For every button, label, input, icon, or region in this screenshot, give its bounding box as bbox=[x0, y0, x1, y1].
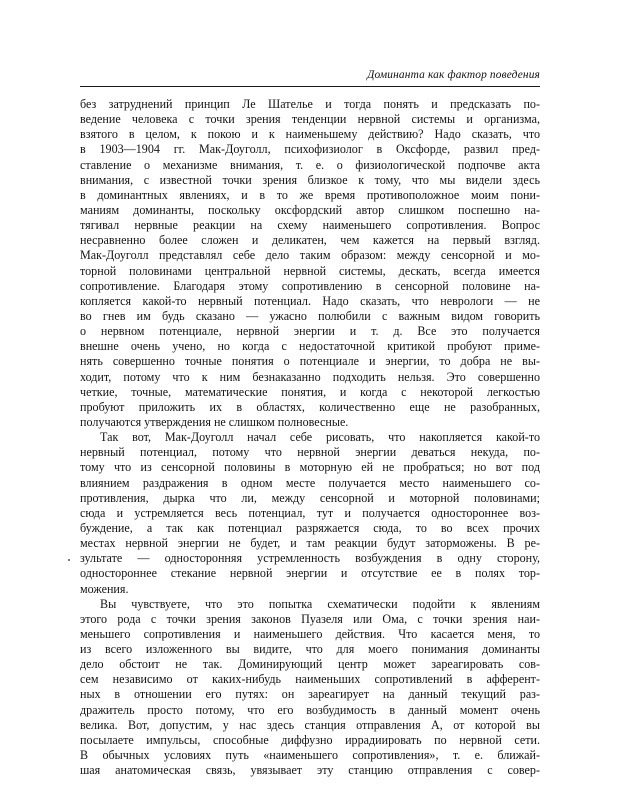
text-line: ставление о механизме внимания, т. е. о физиологической подпочве акта bbox=[80, 157, 540, 172]
text-line: одностороннее стекание нервной энергии и отсутствие ее в полях тор- bbox=[80, 566, 540, 581]
text-line: велика. Вот, допустим, у нас здесь станция отправления A, от которой вы bbox=[80, 717, 540, 732]
text-line: из всего изложенного вы видите, что для моего понимания доминанты bbox=[80, 642, 540, 657]
text-line: четкие, точные, математические понятия, и когда с некоторой легкостью bbox=[80, 384, 540, 399]
header-rule bbox=[80, 86, 540, 87]
text-line: Вы чувствуете, что это попытка схематически подойти к явлениям bbox=[100, 596, 540, 611]
text-line: влиянием раздражения в одном месте получается место наименьшего со- bbox=[80, 475, 540, 490]
text-line: сопротивление. Благодаря этому сопротивлению в сенсорной половине на- bbox=[80, 278, 540, 293]
text-line: местах нервной энергии не будет, и там реакции будут заторможены. В ре- bbox=[80, 536, 540, 551]
text-line: ведение человека с точки зрения тенденции нервной системы и организма, bbox=[80, 112, 540, 127]
text-line: В обычных условиях путь «наименьшего сопротивления», т. е. ближай- bbox=[80, 748, 540, 763]
text-line: дело обстоит не так. Доминирующий центр может зареагировать сов- bbox=[80, 657, 540, 672]
text-line: Мак-Доуголл представлял себе дело таким образом: между сенсорной и мо- bbox=[80, 248, 540, 263]
text-line: тому что из сенсорной половины в моторную ей не пробраться; но вот под bbox=[80, 460, 540, 475]
text-line: нервный потенциал, потому что нервной энергии деваться некуда, по- bbox=[80, 445, 540, 460]
text-line: посылаете импульсы, способные диффузно иррадиировать по нервной сети. bbox=[80, 732, 540, 747]
text-line: во гнев им будь сказано — ужасно полюбили с важным видом говорить bbox=[80, 308, 540, 323]
text-line: шая анатомическая связь, увязывает эту станцию отправления с совер- bbox=[80, 763, 540, 778]
text-line: маниям доминанты, поскольку оксфордский автор слишком поспешно на- bbox=[80, 202, 540, 217]
running-header: Доминанта как фактор поведения bbox=[367, 69, 540, 81]
text-line: сюда и устремляется весь потенциал, тут и получается одностороннее воз- bbox=[80, 505, 540, 520]
text-line: копляется какой-то нервный потенциал. Надо сказать, что неврологи — не bbox=[80, 293, 540, 308]
text-line: этого рода с точки зрения законов Пуазеля или Ома, с точки зрения наи- bbox=[80, 611, 540, 626]
margin-mark bbox=[68, 559, 70, 561]
text-line: внимания, с известной точки зрения близкое к тому, что мы видели здесь bbox=[80, 172, 540, 187]
text-line: меньшего сопротивления и наименьшего действия. Что касается меня, то bbox=[80, 626, 540, 641]
text-line: ходит, потому что к ним безнаказанно подходить нельзя. Это совершенно bbox=[80, 369, 540, 384]
text-line: можения. bbox=[80, 581, 129, 596]
text-line: в 1903—1904 гг. Мак-Доуголл, психофизиолог в Оксфорде, развил пред- bbox=[80, 142, 540, 157]
text-line: ных в отношении его путях: он зареагирует на данный текущий раз- bbox=[80, 687, 540, 702]
body-text bbox=[80, 97, 540, 778]
text-line: тягивал нервные реакции на схему наименьшего сопротивления. Вопрос bbox=[80, 218, 540, 233]
text-line: получаются утверждения не слишком полновесные. bbox=[80, 414, 349, 429]
text-line: дражитель просто потому, что его возбудимость в данный момент очень bbox=[80, 702, 540, 717]
text-line: без затруднений принцип Ле Шателье и тогда понять и предсказать по- bbox=[80, 97, 540, 111]
text-line: противления, дырка что ли, между сенсорной и моторной половинами; bbox=[80, 490, 540, 505]
text-line: нять совершенно точные понятия о потенциале и энергии, то добра не вы- bbox=[80, 354, 540, 369]
text-line: взятого в целом, к покою и к наименьшему действию? Надо сказать, что bbox=[80, 127, 540, 142]
text-line: Так вот, Мак-Доуголл начал себе рисовать, что накопляется какой-то bbox=[100, 430, 540, 445]
text-line: несравненно более сложен и деликатен, чем кажется на первый взгляд. bbox=[80, 233, 540, 248]
text-line: буждение, а так как потенциал разряжается сюда, то во всех прочих bbox=[80, 520, 540, 535]
text-line: сем независимо от каких-нибудь наименьших сопротивлений в афферент- bbox=[80, 672, 540, 687]
text-line: торной половинами центральной нервной системы, дескать, всегда имеется bbox=[80, 263, 540, 278]
text-line: внешне очень учено, но когда с недостаточной критикой пробуют приме- bbox=[80, 339, 540, 354]
text-line: о нервном потенциале, нервной энергии и т. д. Все это получается bbox=[80, 324, 540, 339]
text-line: в доминантных явлениях, и в то же время противоположное моим пони- bbox=[80, 187, 540, 202]
text-line: зультате — односторонняя устремленность возбуждения в одну сторону, bbox=[80, 551, 540, 566]
text-line: пробуют приложить их в областях, количественно еще не разобранных, bbox=[80, 399, 540, 414]
